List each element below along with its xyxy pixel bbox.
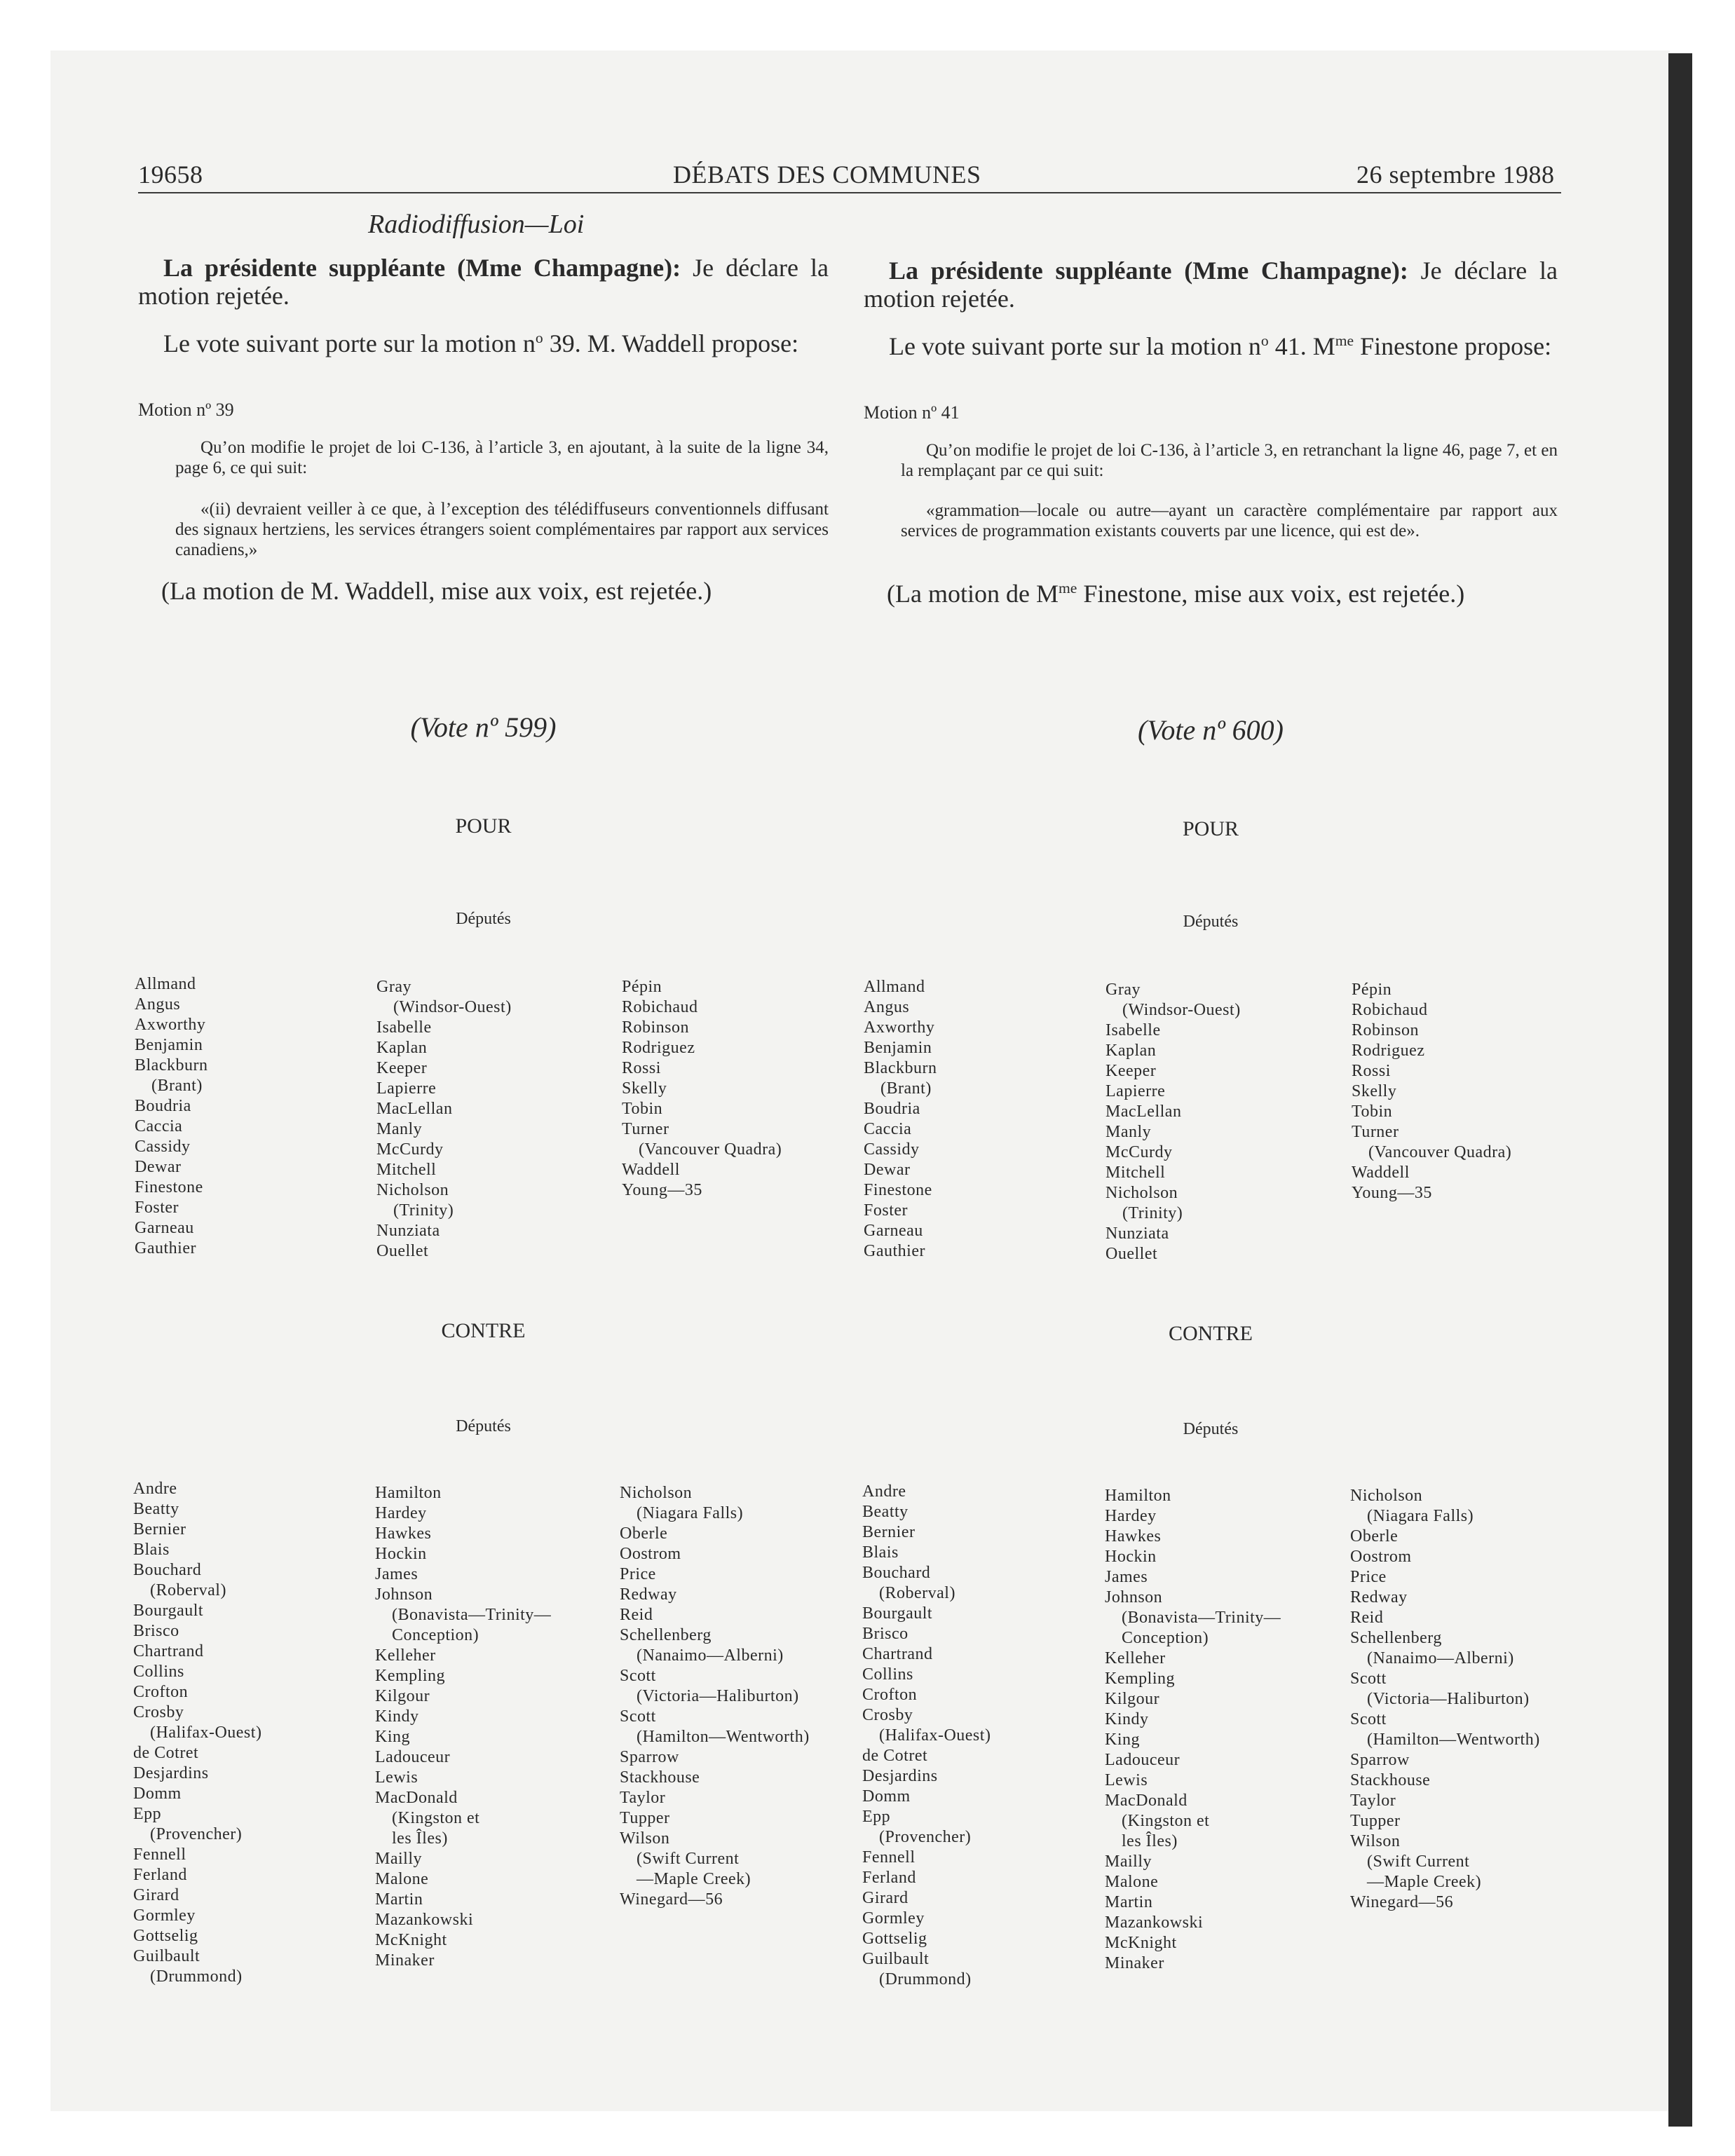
member-name: Mailly <box>1105 1853 1152 1871</box>
member-name: Minaker <box>1105 1954 1164 1972</box>
member-name: Finestone <box>864 1181 932 1199</box>
member-name: Redway <box>1350 1588 1408 1606</box>
member-name: Wilson <box>1350 1832 1401 1850</box>
riding-line: —Maple Creek) <box>1367 1873 1482 1891</box>
member-name: Young—35 <box>622 1181 702 1199</box>
member-name: Robinson <box>622 1018 690 1037</box>
member-name: Kilgour <box>375 1687 430 1705</box>
right-vote-title: (Vote nº 600) <box>1138 714 1284 746</box>
riding-line: (Victoria—Haliburton) <box>637 1687 799 1705</box>
member-name: Finestone <box>135 1178 203 1196</box>
left-contre-col-1 <box>133 1479 261 1987</box>
member-name: Gauthier <box>135 1239 196 1257</box>
member-name: Rodriguez <box>1352 1042 1425 1060</box>
right-pour-heading: POUR <box>1182 817 1239 840</box>
member-name: Axworthy <box>864 1018 935 1037</box>
member-name: Mitchell <box>376 1161 437 1179</box>
right-quote-text: «grammation—locale ou autre—ayant un caractère complémentaire par rapport aux services de programmation existants couverts par une licence, qui est de». <box>901 501 1558 540</box>
member-name: Wilson <box>620 1829 670 1848</box>
member-name: Ouellet <box>1105 1245 1158 1263</box>
member-name: Oberle <box>1350 1527 1399 1546</box>
member-name: Ferland <box>862 1869 916 1887</box>
riding-line: (Nanaimo—Alberni) <box>1367 1649 1514 1667</box>
riding-line: les Îles) <box>1122 1832 1178 1850</box>
member-name: Scott <box>620 1707 656 1726</box>
member-name: Rossi <box>1352 1062 1391 1080</box>
member-name: Gormley <box>862 1909 925 1928</box>
member-name: Nicholson <box>620 1484 693 1502</box>
member-name: Benjamin <box>135 1036 203 1054</box>
right-result-sup: me <box>1058 580 1077 596</box>
member-name: Schellenberg <box>1350 1629 1442 1647</box>
member-name: Scott <box>1350 1670 1387 1688</box>
member-name: Oberle <box>620 1524 668 1543</box>
member-name: Bouchard <box>133 1561 202 1579</box>
member-name: James <box>375 1565 419 1583</box>
member-name: Tobin <box>1352 1103 1393 1121</box>
riding-line: (Vancouver Quadra) <box>639 1140 782 1159</box>
member-name: Turner <box>622 1120 669 1138</box>
member-name: Angus <box>864 998 910 1016</box>
riding-line: les Îles) <box>392 1829 448 1848</box>
member-name: Nicholson <box>1350 1487 1423 1505</box>
member-name: MacDonald <box>1105 1792 1188 1810</box>
riding-line: Conception) <box>392 1626 479 1644</box>
member-name: Domm <box>133 1785 182 1803</box>
right-next-vote-rest: Finestone propose: <box>1354 332 1552 360</box>
member-name: Guilbault <box>862 1950 930 1968</box>
member-name: Reid <box>1350 1609 1384 1627</box>
member-name: Malone <box>1105 1873 1159 1891</box>
riding-line: (Halifax-Ouest) <box>150 1724 262 1742</box>
right-result-prefix: (La motion de M <box>887 580 1059 608</box>
member-name: Skelly <box>1352 1082 1397 1100</box>
member-name: Johnson <box>375 1585 433 1604</box>
member-name: Hamilton <box>1105 1487 1171 1505</box>
riding-line: (Kingston et <box>1122 1812 1210 1830</box>
member-name: Cassidy <box>135 1138 191 1156</box>
member-name: Kempling <box>1105 1670 1175 1688</box>
member-name: Price <box>1350 1568 1387 1586</box>
member-name: Martin <box>1105 1893 1153 1911</box>
riding-line: (Kingston et <box>392 1809 480 1827</box>
member-name: Chartrand <box>862 1645 933 1663</box>
riding-line: (Hamilton—Wentworth) <box>637 1728 810 1746</box>
member-name: MacDonald <box>375 1789 458 1807</box>
member-name: MacLellan <box>376 1100 453 1118</box>
member-name: James <box>1105 1568 1148 1586</box>
right-pour-col-1 <box>864 977 937 1262</box>
member-name: Pépin <box>1352 981 1392 999</box>
right-motion-label: Motion nº 41 <box>864 402 960 423</box>
member-name: Ouellet <box>376 1242 429 1260</box>
member-name: Desjardins <box>862 1767 938 1785</box>
riding-line: —Maple Creek) <box>637 1870 751 1888</box>
member-name: Taylor <box>1350 1792 1396 1810</box>
riding-line: (Windsor-Ouest) <box>393 998 512 1016</box>
member-name: Scott <box>620 1667 656 1685</box>
member-name: Lapierre <box>376 1079 437 1098</box>
left-contre-deputes: Députés <box>456 1417 511 1435</box>
member-name: Dewar <box>135 1158 182 1176</box>
member-name: McKnight <box>1105 1934 1177 1952</box>
left-pour-col-2 <box>376 977 512 1262</box>
left-motion-label: Motion nº 39 <box>138 400 234 420</box>
member-name: Hardey <box>1105 1507 1157 1525</box>
member-name: Crosby <box>133 1703 184 1721</box>
member-name: Allmand <box>864 978 925 996</box>
member-name: Lewis <box>375 1768 419 1787</box>
member-name: Hockin <box>375 1545 427 1563</box>
member-name: Chartrand <box>133 1642 204 1660</box>
riding-line: (Brant) <box>151 1077 203 1095</box>
member-name: Winegard—56 <box>620 1890 723 1909</box>
member-name: Nicholson <box>376 1181 449 1199</box>
member-name: Collins <box>862 1665 913 1684</box>
member-name: Hamilton <box>375 1484 442 1502</box>
member-name: Gormley <box>133 1906 196 1925</box>
member-name: Price <box>620 1565 656 1583</box>
left-speaker-paragraph <box>138 254 829 310</box>
riding-line: (Roberval) <box>150 1581 226 1599</box>
member-name: Garneau <box>864 1222 923 1240</box>
member-name: Crofton <box>862 1686 918 1704</box>
member-name: Redway <box>620 1585 677 1604</box>
member-name: Gauthier <box>864 1242 925 1260</box>
member-name: Collins <box>133 1663 184 1681</box>
member-name: Hardey <box>375 1504 427 1522</box>
member-name: Caccia <box>864 1120 912 1138</box>
member-name: McCurdy <box>376 1140 444 1159</box>
left-motion-text: Qu’on modifie le projet de loi C-136, à l’article 3, en ajoutant, à la suite de la ligne 34, page 6, ce qui suit: <box>175 438 829 477</box>
member-name: Pépin <box>622 978 662 996</box>
member-name: Fennell <box>862 1848 916 1867</box>
member-name: Cassidy <box>864 1140 920 1159</box>
left-speaker-text: Je déclare la motion rejetée. <box>138 254 829 310</box>
member-name: Foster <box>864 1201 908 1220</box>
member-name: Sparrow <box>620 1748 679 1766</box>
right-next-vote-sup2: me <box>1335 332 1354 349</box>
left-result: (La motion de M. Waddell, mise aux voix, est rejetée.) <box>161 577 712 605</box>
right-speaker-text: Je déclare la motion rejetée. <box>864 257 1558 313</box>
member-name: Winegard—56 <box>1350 1893 1454 1911</box>
right-speaker-paragraph <box>864 257 1558 313</box>
member-name: Isabelle <box>1105 1021 1161 1039</box>
riding-line: (Niagara Falls) <box>637 1504 744 1522</box>
member-name: Bourgault <box>133 1602 204 1620</box>
left-contre-heading: CONTRE <box>441 1319 526 1342</box>
right-contre-col-2 <box>1105 1486 1281 1974</box>
riding-line: (Swift Current <box>637 1850 740 1868</box>
member-name: Guilbault <box>133 1947 200 1965</box>
member-name: Beatty <box>862 1503 909 1521</box>
member-name: Bouchard <box>862 1564 931 1582</box>
left-pour-col-3 <box>622 977 782 1201</box>
member-name: Caccia <box>135 1117 183 1135</box>
left-pour-col-1 <box>135 974 207 1259</box>
riding-line: (Trinity) <box>1122 1204 1183 1222</box>
member-name: King <box>375 1728 410 1746</box>
member-name: Foster <box>135 1199 179 1217</box>
member-name: Kaplan <box>376 1039 428 1057</box>
member-name: Desjardins <box>133 1764 209 1782</box>
right-next-vote-prefix: Le vote suivant porte sur la motion n <box>889 332 1261 360</box>
riding-line: Conception) <box>1122 1629 1209 1647</box>
member-name: Young—35 <box>1352 1184 1432 1202</box>
member-name: Rodriguez <box>622 1039 695 1057</box>
member-name: Blais <box>133 1541 170 1559</box>
member-name: Angus <box>135 995 181 1014</box>
riding-line: (Drummond) <box>879 1970 972 1988</box>
right-next-vote-sup: o <box>1260 332 1269 349</box>
header-rule <box>138 192 1561 193</box>
right-speaker: La présidente suppléante (Mme Champagne): <box>889 257 1408 285</box>
member-name: Ladouceur <box>1105 1751 1181 1769</box>
member-name: Kindy <box>1105 1710 1149 1728</box>
right-contre-col-3 <box>1350 1486 1540 1913</box>
left-speaker: La présidente suppléante (Mme Champagne): <box>163 254 681 282</box>
member-name: Gottselig <box>133 1927 198 1945</box>
member-name: Allmand <box>135 975 196 993</box>
right-pour-col-2 <box>1105 980 1241 1264</box>
member-name: Nunziata <box>1105 1224 1169 1243</box>
riding-line: (Nanaimo—Alberni) <box>637 1646 784 1665</box>
member-name: Kaplan <box>1105 1042 1157 1060</box>
member-name: Blackburn <box>135 1056 208 1074</box>
member-name: Girard <box>862 1889 909 1907</box>
member-name: Stackhouse <box>620 1768 700 1787</box>
member-name: Garneau <box>135 1219 194 1237</box>
member-name: Crofton <box>133 1683 189 1701</box>
right-result-rest: Finestone, mise aux voix, est rejetée.) <box>1077 580 1465 608</box>
member-name: Waddell <box>1352 1164 1410 1182</box>
member-name: McKnight <box>375 1931 447 1949</box>
member-name: Girard <box>133 1886 179 1904</box>
member-name: Johnson <box>1105 1588 1163 1606</box>
riding-line: (Roberval) <box>879 1584 955 1602</box>
member-name: Manly <box>376 1120 423 1138</box>
member-name: Nicholson <box>1105 1184 1178 1202</box>
member-name: Rossi <box>622 1059 661 1077</box>
member-name: Ferland <box>133 1866 187 1884</box>
riding-line: (Windsor-Ouest) <box>1122 1001 1241 1019</box>
member-name: Oostrom <box>1350 1548 1412 1566</box>
riding-line: (Provencher) <box>150 1825 243 1843</box>
member-name: Oostrom <box>620 1545 681 1563</box>
member-name: Gray <box>376 978 411 996</box>
riding-line: (Provencher) <box>879 1828 972 1846</box>
member-name: Tupper <box>1350 1812 1401 1830</box>
riding-line: (Victoria—Haliburton) <box>1367 1690 1530 1708</box>
riding-line: (Vancouver Quadra) <box>1368 1143 1512 1161</box>
riding-line: (Halifax-Ouest) <box>879 1726 991 1745</box>
member-name: Manly <box>1105 1123 1152 1141</box>
right-pour-deputes: Députés <box>1183 913 1239 931</box>
member-name: Brisco <box>862 1625 909 1643</box>
member-name: Gray <box>1105 981 1141 999</box>
member-name: Hawkes <box>1105 1527 1162 1546</box>
member-name: Mailly <box>375 1850 422 1868</box>
left-next-vote <box>138 324 829 357</box>
member-name: Kindy <box>375 1707 419 1726</box>
section-heading: Radiodiffusion—Loi <box>368 210 585 239</box>
member-name: Epp <box>133 1805 162 1823</box>
left-next-vote-prefix: Le vote suivant porte sur la motion n <box>163 329 536 357</box>
member-name: Beatty <box>133 1500 179 1518</box>
member-name: Axworthy <box>135 1016 206 1034</box>
member-name: Benjamin <box>864 1039 932 1057</box>
member-name: Ladouceur <box>375 1748 451 1766</box>
riding-line: (Bonavista—Trinity— <box>392 1606 552 1624</box>
riding-line: (Niagara Falls) <box>1367 1507 1474 1525</box>
left-vote-title: (Vote nº 599) <box>410 711 557 743</box>
member-name: Kelleher <box>1105 1649 1166 1667</box>
member-name: Stackhouse <box>1350 1771 1431 1789</box>
member-name: Mazankowski <box>1105 1913 1204 1932</box>
member-name: Turner <box>1352 1123 1399 1141</box>
member-name: Andre <box>862 1482 906 1501</box>
member-name: Crosby <box>862 1706 913 1724</box>
member-name: Taylor <box>620 1789 666 1807</box>
riding-line: (Drummond) <box>150 1967 243 1986</box>
member-name: Kempling <box>375 1667 445 1685</box>
page-edge-shadow <box>1668 53 1692 2127</box>
riding-line: (Bonavista—Trinity— <box>1122 1609 1281 1627</box>
riding-line: (Hamilton—Wentworth) <box>1367 1731 1540 1749</box>
member-name: Skelly <box>622 1079 667 1098</box>
member-name: Boudria <box>135 1097 191 1115</box>
member-name: Malone <box>375 1870 429 1888</box>
riding-line: (Trinity) <box>393 1201 454 1220</box>
member-name: Isabelle <box>376 1018 432 1037</box>
member-name: Epp <box>862 1808 891 1826</box>
right-contre-col-1 <box>862 1482 991 1990</box>
member-name: Waddell <box>622 1161 680 1179</box>
member-name: Kelleher <box>375 1646 436 1665</box>
member-name: Brisco <box>133 1622 179 1640</box>
member-name: Tobin <box>622 1100 663 1118</box>
member-name: Robichaud <box>1352 1001 1428 1019</box>
member-name: Hawkes <box>375 1524 432 1543</box>
member-name: Kilgour <box>1105 1690 1160 1708</box>
left-contre-col-3 <box>620 1483 810 1910</box>
member-name: Minaker <box>375 1951 435 1970</box>
left-contre-col-2 <box>375 1483 551 1971</box>
member-name: Blackburn <box>864 1059 937 1077</box>
member-name: Robichaud <box>622 998 698 1016</box>
header-date: 26 septembre 1988 <box>1356 161 1555 189</box>
member-name: Boudria <box>864 1100 920 1118</box>
page-number: 19658 <box>138 161 203 189</box>
right-result <box>887 579 1464 608</box>
right-contre-heading: CONTRE <box>1169 1322 1253 1345</box>
left-pour-heading: POUR <box>455 814 512 838</box>
member-name: Fennell <box>133 1845 186 1864</box>
member-name: Lewis <box>1105 1771 1148 1789</box>
right-next-vote <box>864 327 1558 360</box>
left-next-vote-sup: o <box>535 329 543 346</box>
member-name: Andre <box>133 1480 177 1498</box>
riding-line: (Swift Current <box>1367 1853 1470 1871</box>
member-name: Blais <box>862 1543 899 1562</box>
right-motion-text: Qu’on modifie le projet de loi C-136, à l’article 3, en retranchant la ligne 46, page 7, et en la remplaçant par ce qui suit: <box>901 441 1558 480</box>
left-next-vote-rest: 39. M. Waddell propose: <box>543 329 799 357</box>
journal-title: DÉBATS DES COMMUNES <box>673 161 981 189</box>
member-name: Tupper <box>620 1809 670 1827</box>
right-contre-deputes: Députés <box>1183 1420 1239 1438</box>
member-name: de Cotret <box>133 1744 199 1762</box>
member-name: Schellenberg <box>620 1626 712 1644</box>
member-name: Keeper <box>1105 1062 1157 1080</box>
member-name: Domm <box>862 1787 911 1806</box>
member-name: Keeper <box>376 1059 428 1077</box>
member-name: Mazankowski <box>375 1911 474 1929</box>
member-name: Scott <box>1350 1710 1387 1728</box>
member-name: McCurdy <box>1105 1143 1173 1161</box>
member-name: Bernier <box>862 1523 916 1541</box>
member-name: Sparrow <box>1350 1751 1410 1769</box>
member-name: MacLellan <box>1105 1103 1182 1121</box>
member-name: Reid <box>620 1606 653 1624</box>
member-name: King <box>1105 1731 1140 1749</box>
left-pour-deputes: Députés <box>456 910 511 928</box>
member-name: Robinson <box>1352 1021 1420 1039</box>
member-name: Bernier <box>133 1520 186 1538</box>
left-quote-text: «(ii) devraient veiller à ce que, à l’exception des télédiffuseurs conventionnels diffusant des signaux hertziens, les services étrangers soient complémentaires par rapport aux services canadiens,» <box>175 500 829 559</box>
member-name: Martin <box>375 1890 423 1909</box>
member-name: Gottselig <box>862 1930 927 1948</box>
member-name: Nunziata <box>376 1222 440 1240</box>
right-next-vote-mid: 41. M <box>1268 332 1335 360</box>
riding-line: (Brant) <box>880 1079 932 1098</box>
right-pour-col-3 <box>1352 980 1511 1203</box>
member-name: de Cotret <box>862 1747 928 1765</box>
member-name: Bourgault <box>862 1604 933 1623</box>
member-name: Mitchell <box>1105 1164 1166 1182</box>
member-name: Lapierre <box>1105 1082 1166 1100</box>
member-name: Hockin <box>1105 1548 1157 1566</box>
member-name: Dewar <box>864 1161 911 1179</box>
